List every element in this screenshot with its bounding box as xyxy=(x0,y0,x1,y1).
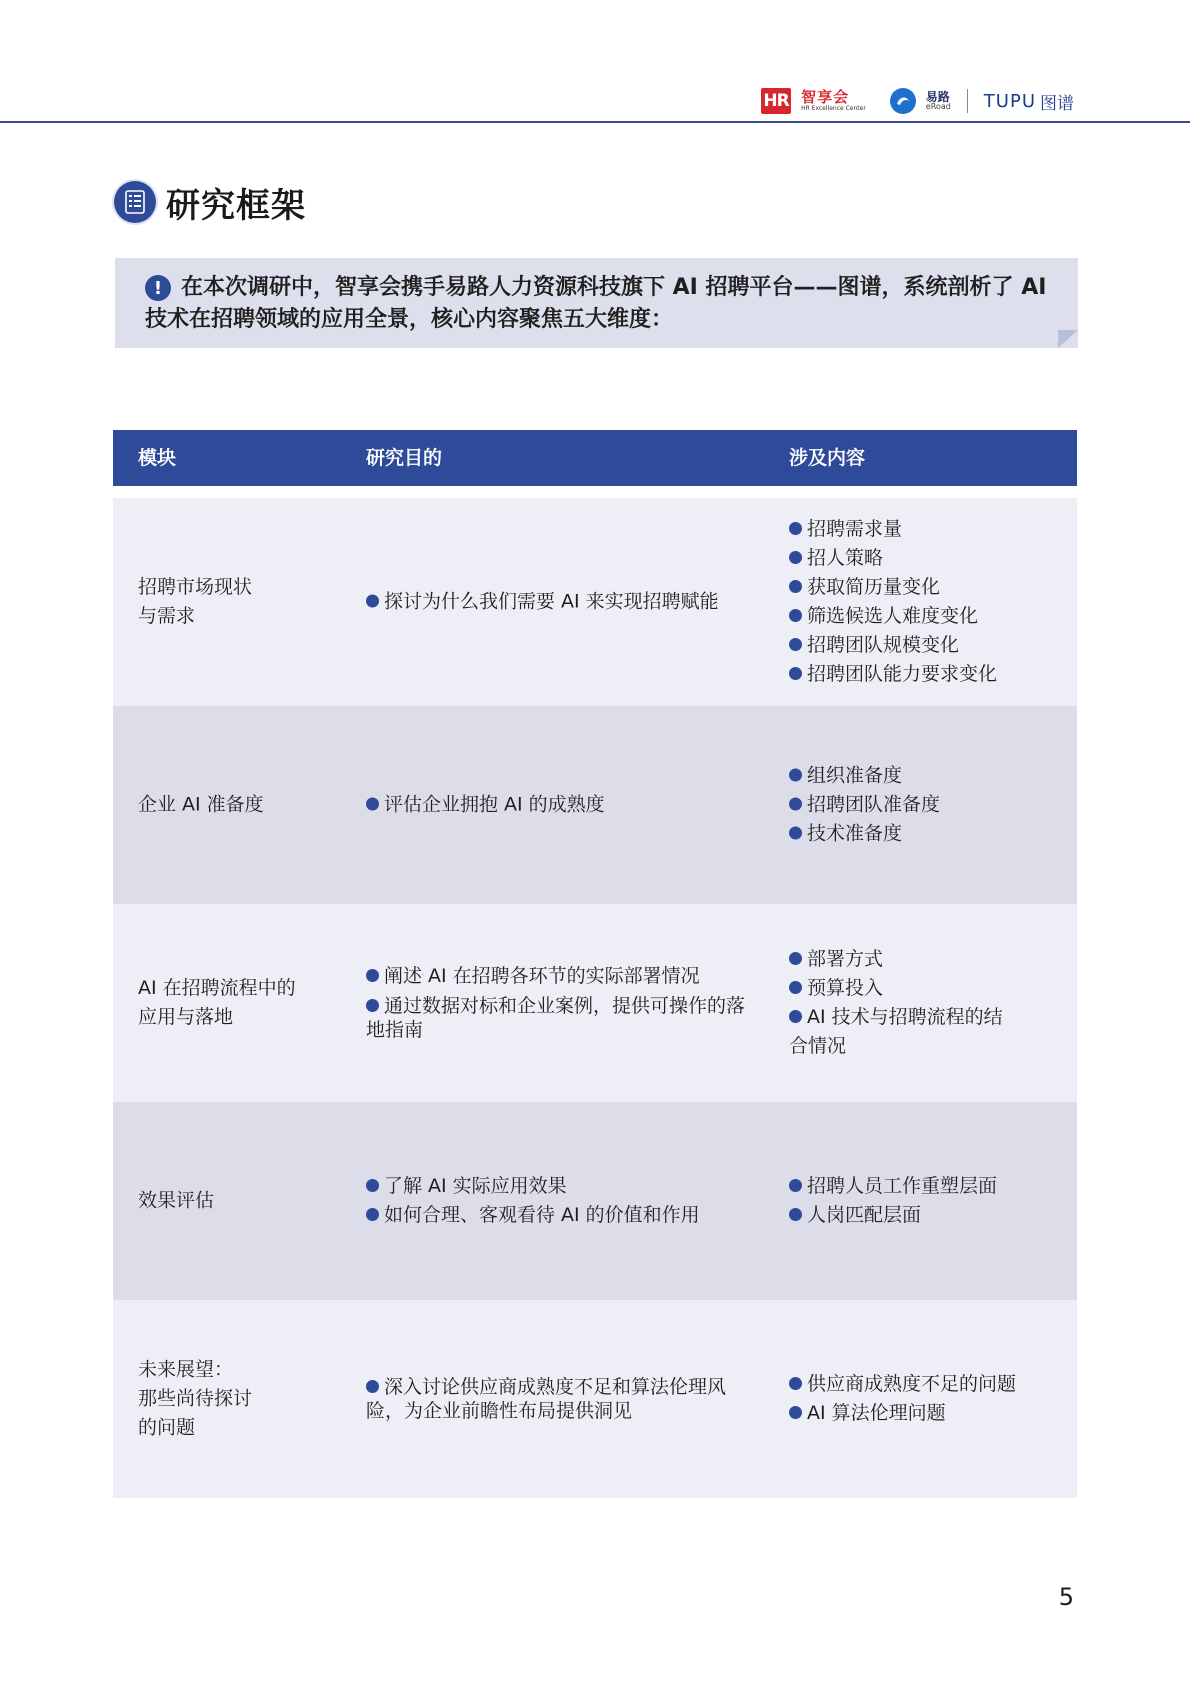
content-cell xyxy=(789,762,1069,849)
purpose-cell xyxy=(366,588,746,617)
hr-logo-icon: HR xyxy=(761,88,791,114)
exclamation-icon: ! xyxy=(145,275,171,301)
module-cell xyxy=(138,974,338,1032)
module-line: 招聘市场现状 xyxy=(138,576,253,598)
purpose-item: 评估企业拥抱 AI 的成熟度 xyxy=(366,791,746,820)
content-cell xyxy=(789,945,1004,1061)
purpose-cell xyxy=(366,1375,746,1423)
document-list-icon xyxy=(114,181,156,223)
hr-logo-en: HR Excellence Center xyxy=(801,105,866,112)
content-item: 招聘团队能力要求变化 xyxy=(789,660,1069,689)
content-item: 获取简历量变化 xyxy=(789,573,1069,602)
eroad-logo-cn: 易路 xyxy=(925,89,950,104)
eroad-logo-icon xyxy=(890,88,916,114)
module-cell xyxy=(138,1187,338,1216)
eroad-logo-en: eRoad xyxy=(925,102,951,112)
content-item: 招聘需求量 xyxy=(789,515,1069,544)
content-item: AI 算法伦理问题 xyxy=(789,1399,1069,1428)
content-item: 技术准备度 xyxy=(789,820,1069,849)
content-cell xyxy=(789,1370,1069,1428)
purpose-item: 如何合理、客观看待 AI 的价值和作用 xyxy=(366,1201,746,1230)
hr-logo-text xyxy=(801,90,866,112)
module-line: 那些尚待探讨 xyxy=(138,1387,253,1410)
section-title: 研究框架 xyxy=(166,186,306,226)
content-cell xyxy=(789,1172,1069,1230)
content-item: AI 技术与招聘流程的结合情况 xyxy=(789,1003,1004,1061)
module-line: AI 在招聘流程中的 xyxy=(138,977,296,999)
content-item: 预算投入 xyxy=(789,974,1004,1003)
content-item: 筛选候选人难度变化 xyxy=(789,602,1069,631)
content-item: 招人策略 xyxy=(789,544,1069,573)
module-line: 效果评估 xyxy=(138,1189,215,1212)
header-purpose: 研究目的 xyxy=(366,447,443,469)
table-row xyxy=(113,1300,1077,1498)
page-number: 5 xyxy=(1058,1583,1074,1611)
content-item: 人岗匹配层面 xyxy=(789,1201,1069,1230)
header-content: 涉及内容 xyxy=(789,447,866,469)
eroad-logo-text xyxy=(926,91,951,112)
purpose-cell xyxy=(366,964,746,1042)
purpose-item: 阐述 AI 在招聘各环节的实际部署情况 xyxy=(366,964,746,988)
purpose-cell xyxy=(366,1172,746,1230)
purpose-item: 深入讨论供应商成熟度不足和算法伦理风险，为企业前瞻性布局提供洞见 xyxy=(366,1375,746,1423)
module-line: 的问题 xyxy=(138,1416,196,1439)
module-cell xyxy=(138,791,338,820)
content-cell xyxy=(789,515,1069,689)
module-line: 与需求 xyxy=(138,605,196,627)
table-row xyxy=(113,1102,1077,1300)
content-item: 供应商成熟度不足的问题 xyxy=(789,1370,1069,1399)
tupu-logo-en: TUPU xyxy=(983,90,1036,112)
purpose-cell xyxy=(366,791,746,820)
tupu-logo-cn: 图谱 xyxy=(1040,93,1074,114)
table-row xyxy=(113,904,1077,1102)
hr-logo-cn: 智享会 xyxy=(801,88,850,106)
corner-fold-icon xyxy=(1058,330,1078,348)
purpose-item: 了解 AI 实际应用效果 xyxy=(366,1172,746,1201)
module-line: 未来展望： xyxy=(138,1358,234,1381)
header-logos xyxy=(761,84,1074,118)
header-divider xyxy=(0,121,1190,123)
content-item: 组织准备度 xyxy=(789,762,1069,791)
module-cell xyxy=(138,1356,338,1443)
purpose-item: 通过数据对标和企业案例，提供可操作的落地指南 xyxy=(366,995,746,1041)
table-row xyxy=(113,498,1077,706)
header-module: 模块 xyxy=(138,447,177,469)
intro-text: 在本次调研中，智享会携手易路人力资源科技旗下 AI 招聘平台——图谱，系统剖析了 AI 技术在招聘领域的应用全景，核心内容聚焦五大维度： xyxy=(145,275,1047,332)
content-item: 招聘人员工作重塑层面 xyxy=(789,1172,1069,1201)
module-line: 应用与落地 xyxy=(138,1006,234,1028)
table-header xyxy=(113,430,1077,486)
header-gap xyxy=(113,486,1077,498)
purpose-item: 探讨为什么我们需要 AI 来实现招聘赋能 xyxy=(366,588,746,617)
table-row xyxy=(113,706,1077,904)
intro-callout xyxy=(115,258,1078,348)
logo-divider xyxy=(967,89,968,113)
content-item: 招聘团队准备度 xyxy=(789,791,1069,820)
research-framework-table xyxy=(113,430,1077,1498)
content-item: 招聘团队规模变化 xyxy=(789,631,1069,660)
content-item: 部署方式 xyxy=(789,945,1004,974)
module-line: 企业 AI 准备度 xyxy=(138,793,264,816)
module-cell xyxy=(138,573,338,631)
